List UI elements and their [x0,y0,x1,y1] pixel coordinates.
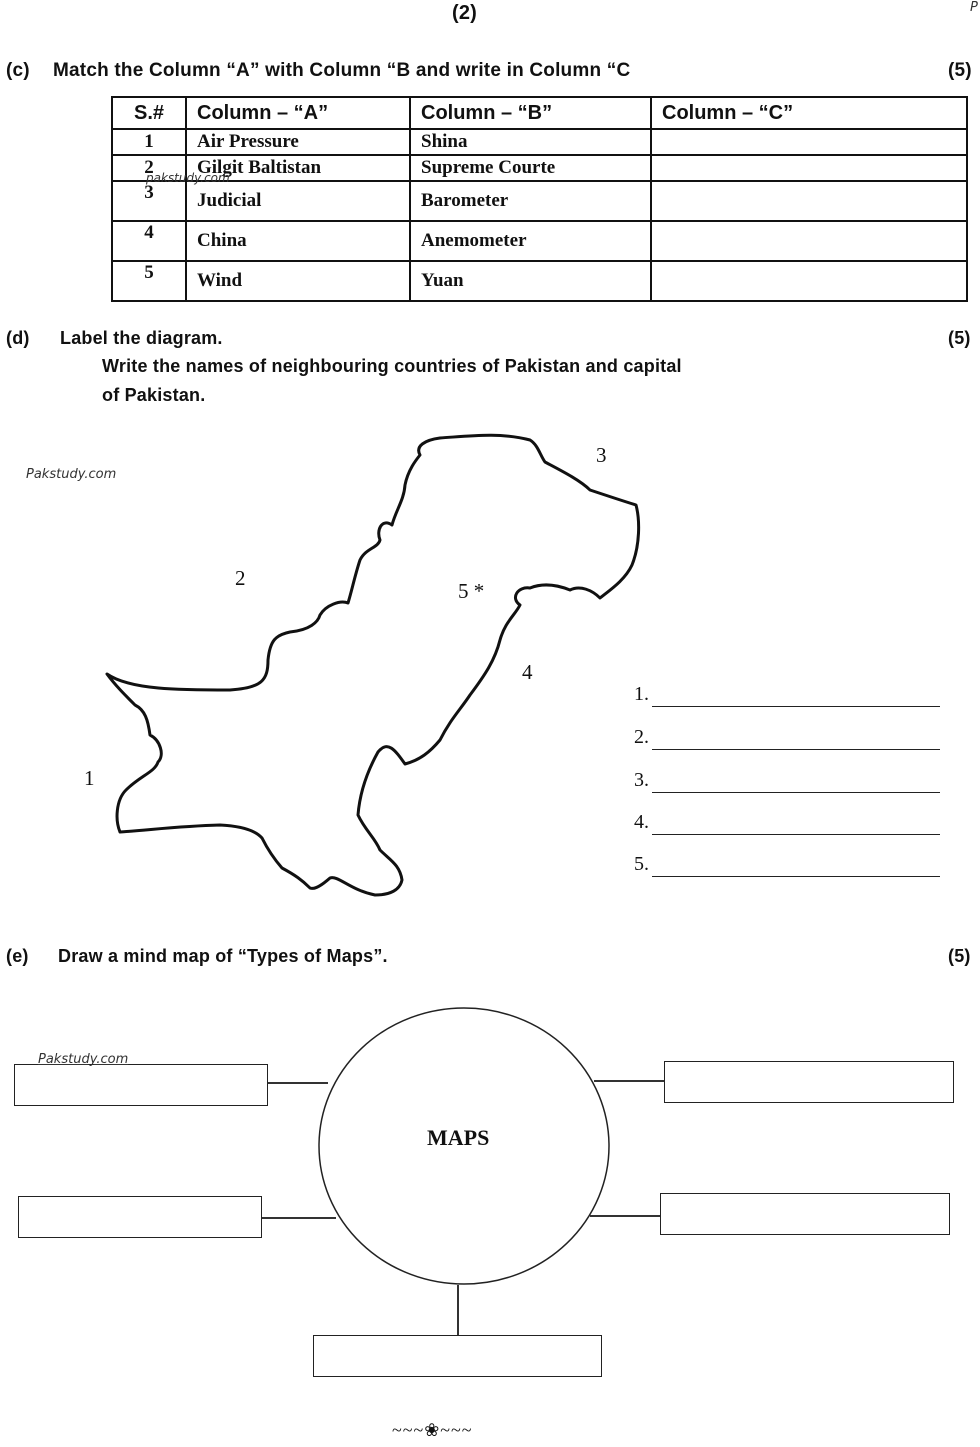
footer-ornament: ~~~❀~~~ [392,1420,473,1440]
connector-bottom-left [262,1217,336,1219]
corner-mark: P [970,0,978,15]
cell-column-b: Yuan [410,261,651,301]
section-e-marks: (5) [948,946,971,966]
header-column-c: Column – “C” [651,97,967,129]
section-e-instruction: Draw a mind map of “Types of Maps”. [58,946,388,966]
map-label-1: 1 [84,766,95,790]
answer-number: 3. [634,769,649,791]
cell-sn: 1 [112,129,186,155]
mind-map-box-top-right[interactable] [664,1061,954,1103]
cell-sn: 4 [112,221,186,261]
map-label-5-capital: 5 * [458,579,485,603]
section-d-instruction-2: of Pakistan. [102,385,206,405]
answer-number: 4. [634,811,649,833]
mind-map-box-top-left[interactable] [14,1064,268,1106]
answer-line-1[interactable] [634,683,940,707]
section-d-marks: (5) [948,328,971,348]
cell-column-a: Wind [186,261,410,301]
cell-sn: 2 [112,155,186,181]
connector-bottom [457,1285,459,1335]
mind-map-center-label: MAPS [427,1125,490,1150]
section-c-label: (c) [6,60,30,81]
connector-top-left [268,1082,328,1084]
map-label-3: 3 [596,443,607,467]
section-d-instruction-1: Write the names of neighbouring countries of Pakistan and capital [102,356,682,376]
cell-column-a: Air Pressure [186,129,410,155]
section-c-instruction: Match the Column “A” with Column “B and write in Column “C [53,60,631,81]
cell-column-a: China [186,221,410,261]
connector-top-right [594,1080,664,1082]
section-d-title: Label the diagram. [60,328,223,348]
watermark: Pakstudy.com [38,1052,129,1067]
watermark: Pakstudy.com [26,467,117,482]
answer-number: 1. [634,683,649,705]
page-number: (2) [452,2,478,24]
header-column-b: Column – “B” [410,97,651,129]
connector-bottom-right [590,1215,660,1217]
watermark: pakstudy.com [146,171,230,185]
answer-line-2[interactable] [634,726,940,750]
header-column-a: Column – “A” [186,97,410,129]
section-c-marks: (5) [948,60,972,81]
answer-line-4[interactable] [634,811,940,835]
map-label-4: 4 [522,660,533,684]
cell-column-a: Gilgit Baltistan [186,155,410,181]
cell-column-b: Shina [410,129,651,155]
answer-line-5[interactable] [634,853,940,877]
cell-column-b: Barometer [410,181,651,221]
section-d-label: (d) [6,328,30,348]
answer-number: 2. [634,726,649,748]
answer-number: 5. [634,853,649,875]
cell-sn: 3 [112,181,186,221]
section-e-label: (e) [6,946,29,966]
map-label-2: 2 [235,566,246,590]
cell-column-b: Supreme Courte [410,155,651,181]
cell-column-a: Judicial [186,181,410,221]
mind-map-box-bottom[interactable] [313,1335,602,1377]
answer-line-3[interactable] [634,769,940,793]
cell-column-b: Anemometer [410,221,651,261]
mind-map-box-bottom-right[interactable] [660,1193,950,1235]
mind-map-box-bottom-left[interactable] [18,1196,262,1238]
header-sn: S.# [112,97,186,129]
cell-sn: 5 [112,261,186,301]
